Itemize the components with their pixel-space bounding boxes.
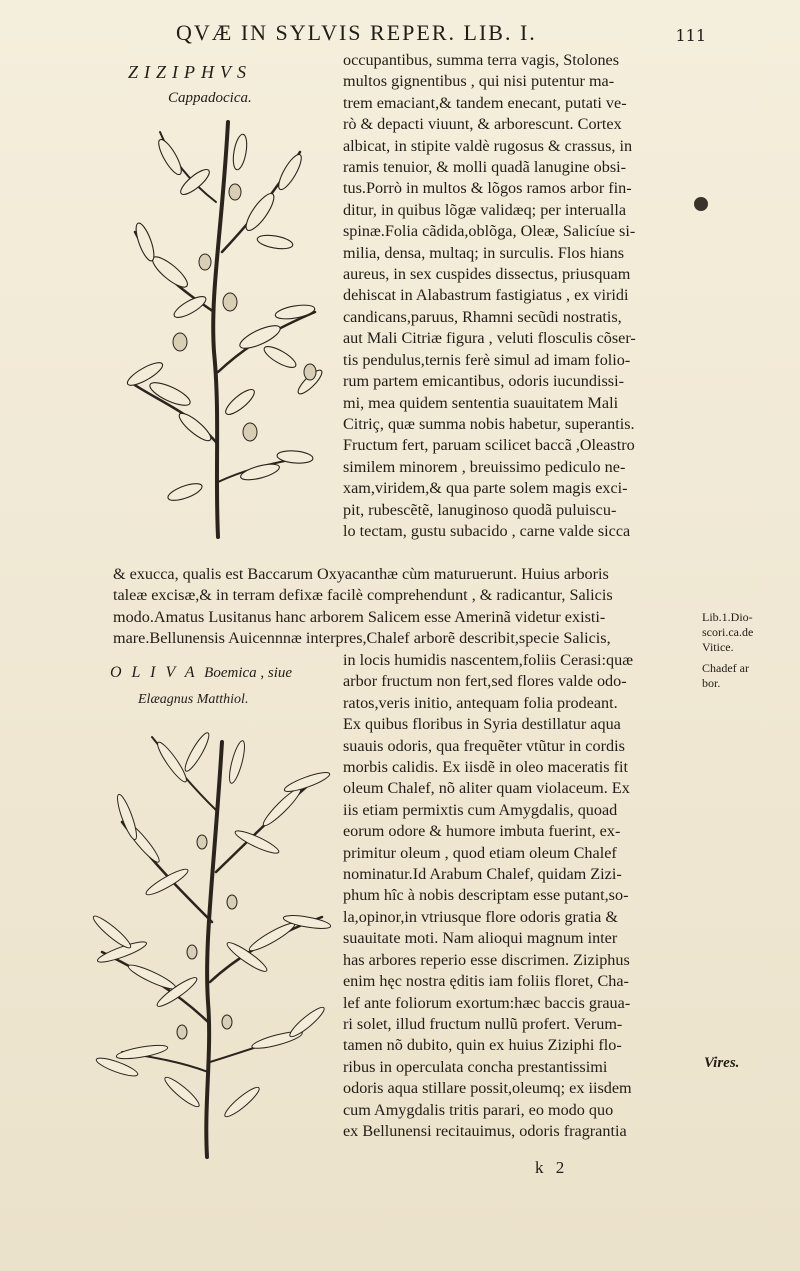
text-full-width: & exucca, qualis est Baccarum Oxyacanthæ cùm maturuerunt. Huius arboris taleæ excisæ,& in terram defixæ facilè comprehendunt , & radicantur, Salicis modo.Amatus Lusitanus hanc arborem Salicem esse Amerinã videtur existi- mare.Bellunensis Auicennnæ interpres,Chalef arborẽ describit,specie Salicis, xyxy=(113,565,613,648)
running-title: QVÆ IN SYLVIS REPER. LIB. I. xyxy=(176,20,537,45)
ink-blot-mark xyxy=(694,197,708,211)
plant1-subtitle: Cappadocica. xyxy=(168,90,252,106)
signature-mark: k 2 xyxy=(535,1158,569,1177)
plant2-subtitle: Elæagnus Matthiol. xyxy=(138,692,249,707)
plant1-name: ZIZIPHVS xyxy=(128,62,252,82)
margin-note-vires: Vires. xyxy=(704,1055,740,1071)
ziziphus-woodcut-illustration xyxy=(110,112,335,542)
oliva-boemica-woodcut-illustration xyxy=(82,722,337,1162)
running-header xyxy=(176,20,706,48)
text-column-upper: occupantibus, summa terra vagis, Stolones multos gignentibus , qui nisi putentur ma- trem emaciant,& tandem enecant, putati ve- rò & depacti viuunt, & arborescunt. Cortex albicat, in stipite valdè rugosus & crassus, in ramis tenuior, & molli quadã lanugine obsi- tus.Porrò in multos & lõgos ramos arbor fin- ditur, in quibus lõgæ validæq; per interualla spinæ.Folia cãdida,oblõga, Oleæ, Salicíue si- milia, densa, multaq; in surculis. Flos hians aureus, in sex cuspides dissectus, priusquam dehiscat in Alabastrum fastigiatus , ex viridi candicans,paruus, Rhamni secũdi nostratis, aut Mali Citriæ figura , veluti flosculis cõser- tis pendulus,ternis ferè simul ad imam folio- rum partem emicantibus, odoris iucundissi- mi, mea quidem sententia suauitatem Mali Citriç, quæ summa nobis habetur, superantis. Fructum fert, paruam scilicet baccã ,Oleastro similem minorem , breuissimo pediculo ne- xam,viridem,& qua parte solem magis exci- pit, rubescẽtẽ, lanuginoso quodã puluiscu- lo tectam, gustu subacido , carne valde sicca xyxy=(343,51,636,540)
plant2-name: O L I V A Boemica , siue xyxy=(110,664,293,681)
margin-note: Lib.1.Dio- scori.ca.de Vitice. Chadef ar bor. xyxy=(702,610,754,690)
text-column-lower: in locis humidis nascentem,foliis Cerasi:quæ arbor fructum non fert,sed flores valde odo- ratos,veris initio, antequam folia prodeant. Ex quibus floribus in Syria destillatur aqua suauis odoris, qua frequẽter vtũtur in cordis morbis calidis. Ex iisdẽ in oleo maceratis fit oleum Chalef, nõ aliter quam violaceum. Ex iis etiam permixtis cum Amygdalis, quoad eorum odore & humore imbuta fuerint, ex- primitur oleum , quod etiam oleum Chalef nominatur.Id Arabum Chalef, quidam Zizi- phum hîc à nobis descriptam esse putant,so- la,opinor,in vtriusque flore odoris gratia & suauitate moti. Nam alioqui magnum inter has arbores reperio esse discrimen. Ziziphus enim hęc nostra ęditis iam foliis floret, Cha- lef ante foliorum exortum:hæc baccis graua- ri solet, illud fructum nullũ profert. Verum- tamen nõ dubito, quin ex huius Ziziphi flo- ribus in operculata concha prestantissimi odoris aqua stillare possit,oleumq; ex iisdem cum Amygdalis tritis parari, eo modo quo ex Bellunensi recitauimus, odoris fragrantia xyxy=(343,651,633,1140)
page-number: 111 xyxy=(675,26,706,45)
